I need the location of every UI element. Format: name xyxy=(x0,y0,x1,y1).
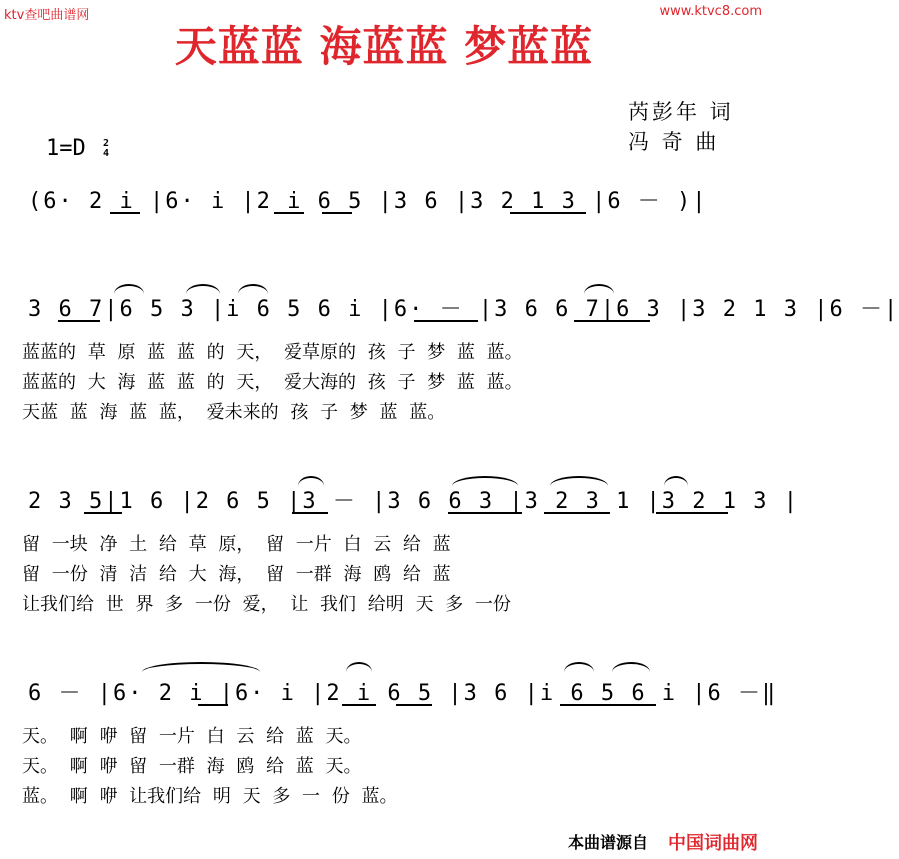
lyric-line-2-verse-1: 蓝蓝的 草 原 蓝 蓝 的 天， 爱草原的 孩 子 梦 蓝 蓝。 xyxy=(22,342,523,363)
lyric-line-3-verse-3: 让我们给 世 界 多 一份 爱， 让 我们 给明 天 多 一份 xyxy=(22,594,511,615)
site-watermark-right: www.ktvc8.com xyxy=(659,4,762,19)
slur-mark xyxy=(346,662,372,672)
underline-mark xyxy=(322,212,352,214)
score-line-3: 2 3 5|1 6 |2 6 5 |3 － |3 6 6 3 |3 2 3 1 |3 2 1 3 | xyxy=(28,489,800,514)
underline-mark xyxy=(510,212,586,214)
slur-mark xyxy=(142,662,260,672)
lyric-line-3-verse-1: 留 一块 净 土 给 草 原， 留 一片 白 云 给 蓝 xyxy=(22,534,451,555)
time-signature xyxy=(103,139,109,159)
underline-mark xyxy=(342,704,376,706)
underline-mark xyxy=(544,512,610,514)
underline-mark xyxy=(292,512,328,514)
lyricist-credit: 芮彭年 词 xyxy=(628,100,734,124)
song-title: 天蓝蓝 海蓝蓝 梦蓝蓝 xyxy=(174,22,594,71)
underline-mark xyxy=(396,704,432,706)
score-line-1: (6· 2 i |6· i |2 i 6 5 |3 6 |3 2 1 3 |6 － )| xyxy=(28,189,708,214)
slur-mark xyxy=(612,662,650,672)
score-line-4: 6 － |6· 2 i |6· i |2 i 6 5 |3 6 |i 6 5 6 i |6 －‖ xyxy=(28,681,778,706)
source-label: 本曲谱源自 xyxy=(567,833,648,852)
underline-mark xyxy=(198,704,228,706)
underline-mark xyxy=(274,212,304,214)
lyric-line-4-verse-3: 蓝。 啊 咿 让我们给 明 天 多 一 份 蓝。 xyxy=(22,786,398,807)
key-signature xyxy=(46,136,109,161)
underline-mark xyxy=(414,320,478,322)
key-label: 1=D xyxy=(46,136,86,161)
underline-mark xyxy=(560,704,656,706)
score-line-2: 3 6 7|6 5 3 |i 6 5 6 i |6· － |3 6 6 7|6 3 |3 2 1 3 |6 －| xyxy=(28,297,899,322)
lyric-line-3-verse-2: 留 一份 清 洁 给 大 海， 留 一群 海 鸥 给 蓝 xyxy=(22,564,451,585)
meter-top: 2 xyxy=(103,138,110,149)
underline-mark xyxy=(110,212,140,214)
underline-mark xyxy=(656,512,728,514)
slur-mark xyxy=(564,662,594,672)
underline-mark xyxy=(58,320,100,322)
meter-bottom: 4 xyxy=(103,148,110,159)
underline-mark xyxy=(574,320,650,322)
underline-mark xyxy=(448,512,522,514)
lyric-line-2-verse-2: 蓝蓝的 大 海 蓝 蓝 的 天， 爱大海的 孩 子 梦 蓝 蓝。 xyxy=(22,372,523,393)
lyric-line-4-verse-2: 天。 啊 咿 留 一群 海 鸥 给 蓝 天。 xyxy=(22,756,362,777)
lyric-line-2-verse-3: 天蓝 蓝 海 蓝 蓝， 爱未来的 孩 子 梦 蓝 蓝。 xyxy=(22,402,446,423)
lyric-line-4-verse-1: 天。 啊 咿 留 一片 白 云 给 蓝 天。 xyxy=(22,726,362,747)
composer-credit: 冯 奇 曲 xyxy=(628,130,720,154)
brand-link[interactable]: 中国词曲网 xyxy=(668,833,758,854)
site-watermark-left: ktv查吧曲谱网 xyxy=(4,8,90,23)
underline-mark xyxy=(84,512,122,514)
